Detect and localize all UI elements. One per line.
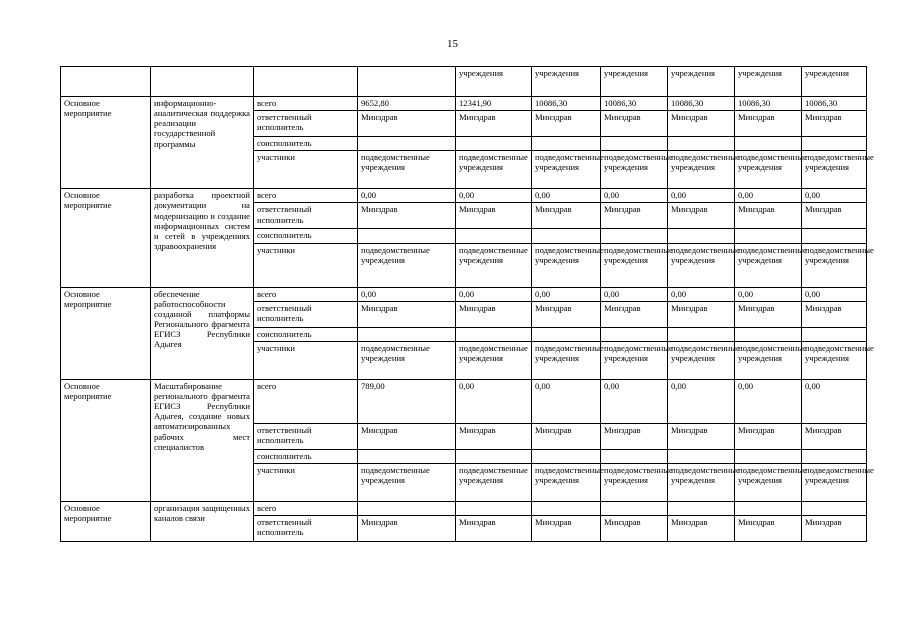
- executor-cell: Минздрав: [668, 203, 735, 229]
- participants-cell: подведомственные учреждения: [802, 463, 867, 501]
- executor-cell: Минздрав: [601, 423, 668, 449]
- executor-cell: Минздрав: [735, 301, 802, 327]
- total-cell: 0,00: [802, 189, 867, 203]
- row-label-soisp: соисполнитель: [254, 327, 358, 341]
- total-cell: 0,00: [532, 189, 601, 203]
- total-cell: 10086,30: [735, 97, 802, 111]
- executor-cell: Минздрав: [456, 111, 532, 137]
- header-cell: [254, 67, 358, 97]
- empty-cell: [601, 449, 668, 463]
- total-cell: 0,00: [532, 379, 601, 423]
- row-label-uch: участники: [254, 243, 358, 287]
- empty-cell: [802, 449, 867, 463]
- empty-cell: [532, 327, 601, 341]
- total-cell: 0,00: [735, 287, 802, 301]
- executor-cell: Минздрав: [532, 111, 601, 137]
- executor-cell: Минздрав: [735, 423, 802, 449]
- total-cell: 0,00: [601, 189, 668, 203]
- event-type-cell: Основное мероприятие: [61, 97, 151, 189]
- total-cell: 0,00: [668, 287, 735, 301]
- row-label-uch: участники: [254, 151, 358, 189]
- empty-cell: [456, 229, 532, 243]
- total-cell: 0,00: [532, 287, 601, 301]
- table-row: [61, 379, 867, 423]
- total-cell: [668, 501, 735, 515]
- participants-cell: подведомственные учреждения: [456, 243, 532, 287]
- empty-cell: [601, 327, 668, 341]
- total-cell: 10086,30: [532, 97, 601, 111]
- participants-cell: подведомственные учреждения: [532, 151, 601, 189]
- empty-cell: [668, 449, 735, 463]
- total-cell: 0,00: [735, 189, 802, 203]
- executor-cell: Минздрав: [358, 423, 456, 449]
- executor-cell: Минздрав: [532, 301, 601, 327]
- table-row: [61, 189, 867, 203]
- executor-cell: Минздрав: [802, 203, 867, 229]
- participants-cell: подведомственные учреждения: [358, 463, 456, 501]
- participants-cell: подведомственные учреждения: [802, 243, 867, 287]
- participants-cell: подведомственные учреждения: [358, 151, 456, 189]
- event-type-cell: Основное мероприятие: [61, 501, 151, 541]
- program-table: [60, 66, 874, 542]
- empty-cell: [456, 327, 532, 341]
- empty-cell: [735, 327, 802, 341]
- empty-cell: [735, 449, 802, 463]
- executor-cell: Минздрав: [802, 111, 867, 137]
- empty-cell: [456, 137, 532, 151]
- participants-cell: подведомственные учреждения: [668, 463, 735, 501]
- total-cell: 10086,30: [802, 97, 867, 111]
- total-cell: 0,00: [668, 189, 735, 203]
- total-cell: 0,00: [802, 287, 867, 301]
- row-label-soisp: соисполнитель: [254, 449, 358, 463]
- total-cell: 789,00: [358, 379, 456, 423]
- row-label-uch: участники: [254, 463, 358, 501]
- executor-cell: Минздрав: [532, 423, 601, 449]
- empty-cell: [735, 229, 802, 243]
- page-number: 15: [447, 38, 458, 50]
- table-row: [61, 501, 867, 515]
- total-cell: [802, 501, 867, 515]
- header-cell: [358, 67, 456, 97]
- empty-cell: [668, 229, 735, 243]
- executor-cell: Минздрав: [456, 423, 532, 449]
- row-label-vsego: всего: [254, 287, 358, 301]
- total-cell: 0,00: [668, 379, 735, 423]
- empty-cell: [532, 449, 601, 463]
- executor-cell: Минздрав: [668, 111, 735, 137]
- total-cell: [456, 501, 532, 515]
- event-type-cell: Основное мероприятие: [61, 379, 151, 501]
- row-label-uch: участники: [254, 341, 358, 379]
- participants-cell: подведомственные учреждения: [802, 151, 867, 189]
- executor-cell: Минздрав: [358, 516, 456, 542]
- row-label-otv: ответственный исполнитель: [254, 301, 358, 327]
- empty-cell: [668, 327, 735, 341]
- header-cell: учреждения: [802, 67, 867, 97]
- table-row: [61, 287, 867, 301]
- executor-cell: Минздрав: [456, 203, 532, 229]
- executor-cell: Минздрав: [802, 516, 867, 542]
- header-cell: учреждения: [668, 67, 735, 97]
- empty-cell: [532, 137, 601, 151]
- empty-cell: [802, 137, 867, 151]
- total-cell: 10086,30: [601, 97, 668, 111]
- row-label-vsego: всего: [254, 501, 358, 515]
- executor-cell: Минздрав: [601, 301, 668, 327]
- total-cell: 0,00: [358, 287, 456, 301]
- executor-cell: Минздрав: [358, 203, 456, 229]
- row-label-soisp: соисполнитель: [254, 137, 358, 151]
- header-cell: учреждения: [735, 67, 802, 97]
- executor-cell: Минздрав: [735, 111, 802, 137]
- empty-cell: [601, 137, 668, 151]
- empty-cell: [668, 137, 735, 151]
- event-name-cell: обеспечение работоспособности созданной платформы Регионального фрагмента ЕГИСЗ Республики Адыгея: [151, 287, 254, 379]
- header-cell: [61, 67, 151, 97]
- executor-cell: Минздрав: [456, 301, 532, 327]
- participants-cell: подведомственные учреждения: [532, 463, 601, 501]
- total-cell: [735, 501, 802, 515]
- participants-cell: подведомственные учреждения: [532, 341, 601, 379]
- executor-cell: Минздрав: [668, 301, 735, 327]
- header-row: [61, 67, 867, 97]
- empty-cell: [802, 229, 867, 243]
- participants-cell: подведомственные учреждения: [532, 243, 601, 287]
- participants-cell: подведомственные учреждения: [601, 151, 668, 189]
- executor-cell: Минздрав: [358, 111, 456, 137]
- total-cell: 0,00: [358, 189, 456, 203]
- header-cell: учреждения: [532, 67, 601, 97]
- total-cell: 0,00: [802, 379, 867, 423]
- executor-cell: Минздрав: [735, 516, 802, 542]
- executor-cell: Минздрав: [532, 203, 601, 229]
- executor-cell: Минздрав: [668, 516, 735, 542]
- empty-cell: [735, 137, 802, 151]
- header-cell: учреждения: [456, 67, 532, 97]
- event-name-cell: организация защищенных каналов связи: [151, 501, 254, 541]
- participants-cell: подведомственные учреждения: [358, 341, 456, 379]
- total-cell: 9652,80: [358, 97, 456, 111]
- total-cell: [532, 501, 601, 515]
- total-cell: [358, 501, 456, 515]
- participants-cell: подведомственные учреждения: [668, 151, 735, 189]
- empty-cell: [358, 137, 456, 151]
- row-label-vsego: всего: [254, 379, 358, 423]
- executor-cell: Минздрав: [668, 423, 735, 449]
- participants-cell: подведомственные учреждения: [735, 151, 802, 189]
- event-name-cell: информационно-аналитическая поддержка реализации государственной программы: [151, 97, 254, 189]
- executor-cell: Минздрав: [601, 516, 668, 542]
- executor-cell: Минздрав: [735, 203, 802, 229]
- row-label-otv: ответственный исполнитель: [254, 423, 358, 449]
- total-cell: 0,00: [456, 379, 532, 423]
- empty-cell: [601, 229, 668, 243]
- total-cell: 0,00: [456, 287, 532, 301]
- total-cell: 0,00: [601, 379, 668, 423]
- participants-cell: подведомственные учреждения: [601, 243, 668, 287]
- total-cell: 0,00: [456, 189, 532, 203]
- participants-cell: подведомственные учреждения: [735, 243, 802, 287]
- empty-cell: [358, 449, 456, 463]
- participants-cell: подведомственные учреждения: [601, 341, 668, 379]
- empty-cell: [358, 229, 456, 243]
- row-label-otv: ответственный исполнитель: [254, 111, 358, 137]
- participants-cell: подведомственные учреждения: [802, 341, 867, 379]
- executor-cell: Минздрав: [532, 516, 601, 542]
- row-label-otv: ответственный исполнитель: [254, 203, 358, 229]
- executor-cell: Минздрав: [601, 111, 668, 137]
- table-row: [61, 97, 867, 111]
- row-label-vsego: всего: [254, 97, 358, 111]
- participants-cell: подведомственные учреждения: [456, 341, 532, 379]
- participants-cell: подведомственные учреждения: [456, 463, 532, 501]
- total-cell: 12341,90: [456, 97, 532, 111]
- participants-cell: подведомственные учреждения: [456, 151, 532, 189]
- executor-cell: Минздрав: [601, 203, 668, 229]
- empty-cell: [802, 327, 867, 341]
- participants-cell: подведомственные учреждения: [668, 243, 735, 287]
- empty-cell: [358, 327, 456, 341]
- participants-cell: подведомственные учреждения: [735, 463, 802, 501]
- event-type-cell: Основное мероприятие: [61, 189, 151, 287]
- participants-cell: подведомственные учреждения: [668, 341, 735, 379]
- row-label-otv: ответственный исполнитель: [254, 516, 358, 542]
- header-cell: учреждения: [601, 67, 668, 97]
- executor-cell: Минздрав: [802, 423, 867, 449]
- event-name-cell: Масштабирование регионального фрагмента ЕГИСЗ Республики Адыгея, создание новых автоматизированных рабочих мест специалистов: [151, 379, 254, 501]
- empty-cell: [532, 229, 601, 243]
- empty-cell: [456, 449, 532, 463]
- event-name-cell: разработка проектной документации на модернизацию и создание информационных систем и сетей в учреждениях здравоохранения: [151, 189, 254, 287]
- total-cell: [601, 501, 668, 515]
- participants-cell: подведомственные учреждения: [735, 341, 802, 379]
- participants-cell: подведомственные учреждения: [358, 243, 456, 287]
- executor-cell: Минздрав: [802, 301, 867, 327]
- header-cell: [151, 67, 254, 97]
- executor-cell: Минздрав: [358, 301, 456, 327]
- row-label-vsego: всего: [254, 189, 358, 203]
- total-cell: 10086,30: [668, 97, 735, 111]
- row-label-soisp: соисполнитель: [254, 229, 358, 243]
- total-cell: 0,00: [735, 379, 802, 423]
- executor-cell: Минздрав: [456, 516, 532, 542]
- event-type-cell: Основное мероприятие: [61, 287, 151, 379]
- participants-cell: подведомственные учреждения: [601, 463, 668, 501]
- total-cell: 0,00: [601, 287, 668, 301]
